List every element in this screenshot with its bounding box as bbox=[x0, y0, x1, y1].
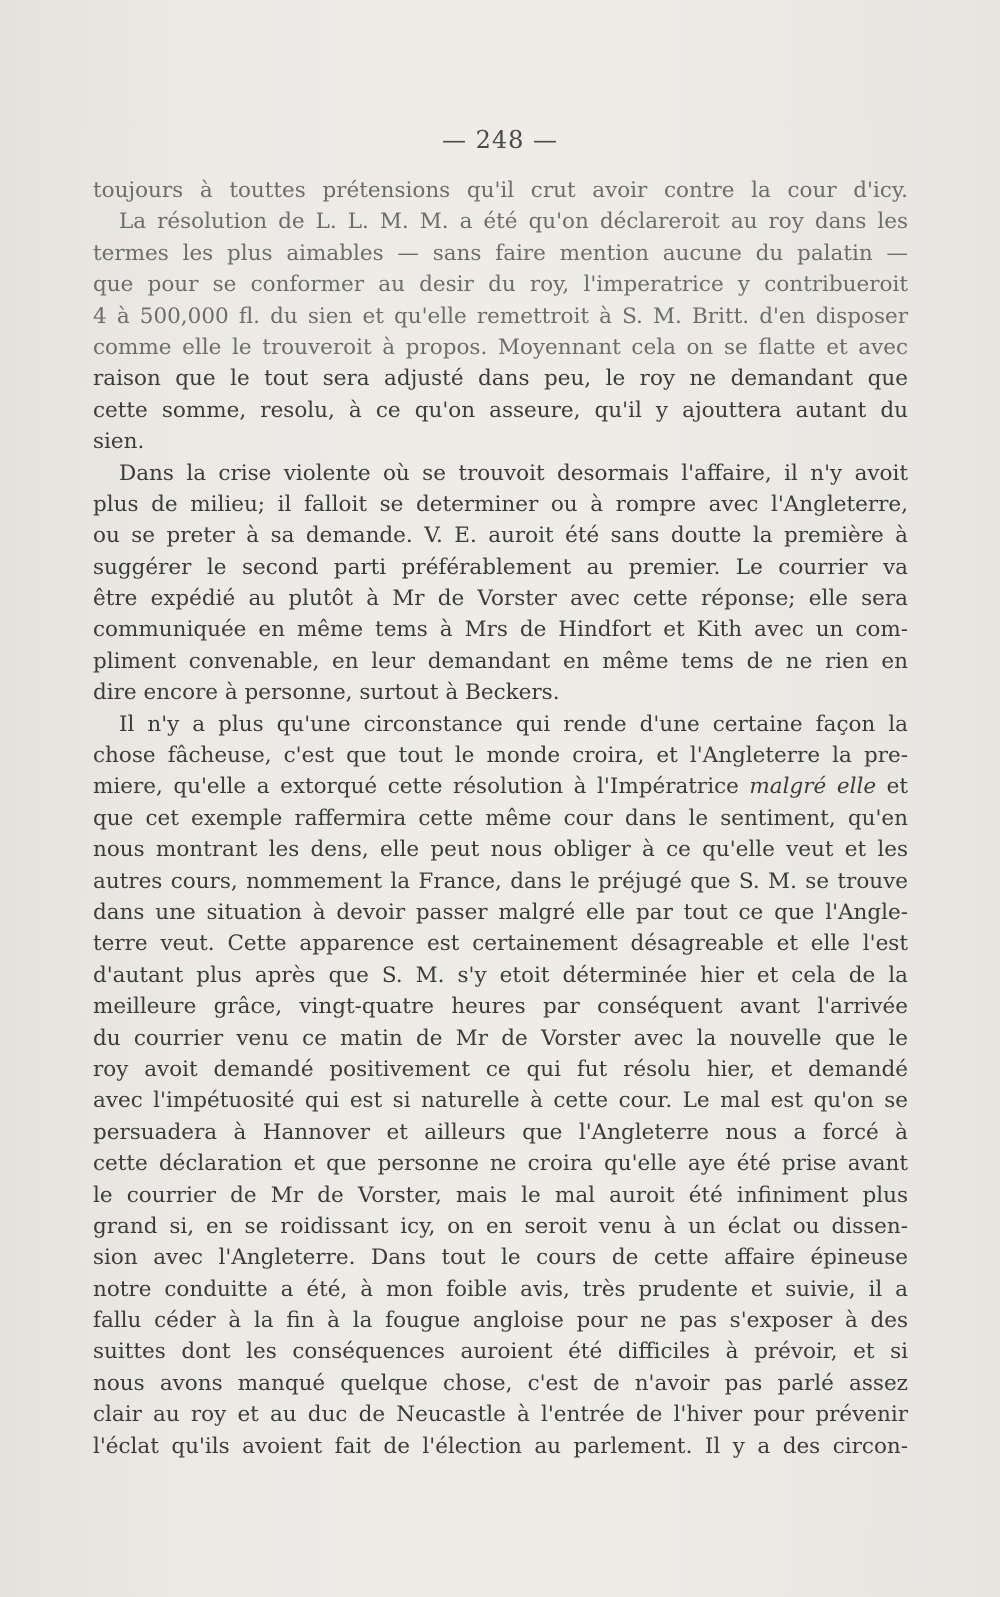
text-line: comme elle le trouveroit à propos. Moyennant cela on se flatte et avec bbox=[93, 334, 908, 360]
text-line: Il n'y a plus qu'une circonstance qui rende d'une certaine façon la bbox=[119, 711, 908, 737]
text-line: grand si, en se roidissant icy, on en seroit venu à un éclat ou dissen- bbox=[93, 1213, 908, 1239]
text-line: terre veut. Cette apparence est certainement désagreable et elle l'est bbox=[93, 931, 908, 957]
text-line: d'autant plus après que S. M. s'y etoit déterminée hier et cela de la bbox=[93, 962, 908, 988]
text-line: communiquée en même tems à Mrs de Hindfort et Kith avec un com- bbox=[93, 617, 908, 643]
text-line: avec l'impétuosité qui est si naturelle à cette cour. Le mal est qu'on se bbox=[93, 1088, 908, 1114]
text-line: chose fâcheuse, c'est que tout le monde croira, et l'Angleterre la pre- bbox=[93, 743, 908, 769]
text-line: termes les plus aimables — sans faire mention aucune du palatin — bbox=[93, 240, 908, 266]
text-line: Dans la crise violente où se trouvoit desormais l'affaire, il n'y avoit bbox=[119, 460, 908, 486]
body-text bbox=[93, 175, 908, 1462]
text-line: 4 à 500,000 fl. du sien et qu'elle remettroit à S. M. Britt. d'en disposer bbox=[93, 303, 908, 329]
text-line: cette somme, resolu, à ce qu'on asseure, qu'il y ajouttera autant du bbox=[93, 397, 908, 423]
text-line: suggérer le second parti préférablement au premier. Le courrier va bbox=[93, 554, 908, 580]
text-line: suittes dont les conséquences auroient été difficiles à prévoir, et si bbox=[93, 1339, 908, 1365]
text-line: clair au roy et au duc de Neucastle à l'entrée de l'hiver pour prévenir bbox=[93, 1402, 908, 1428]
text-line: plus de milieu; il falloit se determiner ou à rompre avec l'Angleterre, bbox=[93, 491, 908, 517]
text-line: dans une situation à devoir passer malgré elle par tout ce que l'Angle- bbox=[93, 899, 908, 925]
page-number: — 248 — bbox=[441, 126, 559, 154]
text-line: nous avons manqué quelque chose, c'est de n'avoir pas parlé assez bbox=[93, 1370, 908, 1396]
text-line: que cet exemple raffermira cette même cour dans le sentiment, qu'en bbox=[93, 805, 908, 831]
text-line: fallu céder à la fin à la fougue angloise pour ne pas s'exposer à des bbox=[93, 1308, 908, 1334]
text-line: dire encore à personne, surtout à Beckers. bbox=[93, 680, 560, 706]
text-line: miere, qu'elle a extorqué cette résolution à l'Impératrice malgré elle et bbox=[93, 774, 908, 800]
text-line: meilleure grâce, vingt-quatre heures par conséquent avant l'arrivée bbox=[93, 994, 908, 1020]
text-line: l'éclat qu'ils avoient fait de l'élection au parlement. Il y a des circon- bbox=[93, 1433, 908, 1459]
text-line: sion avec l'Angleterre. Dans tout le cours de cette affaire épineuse bbox=[93, 1245, 908, 1271]
text-line: du courrier venu ce matin de Mr de Vorster avec la nouvelle que le bbox=[93, 1025, 908, 1051]
text-line: La résolution de L. L. M. M. a été qu'on déclareroit au roy dans les bbox=[119, 209, 908, 235]
text-line: roy avoit demandé positivement ce qui fut résolu hier, et demandé bbox=[93, 1056, 908, 1082]
text-line: ou se preter à sa demande. V. E. auroit été sans doutte la première à bbox=[93, 523, 908, 549]
text-line: être expédié au plutôt à Mr de Vorster avec cette réponse; elle sera bbox=[93, 586, 908, 612]
text-line: notre conduitte a été, à mon foible avis, très prudente et suivie, il a bbox=[93, 1276, 908, 1302]
text-line: nous montrant les dens, elle peut nous obliger à ce qu'elle veut et les bbox=[93, 837, 908, 863]
text-line: cette déclaration et que personne ne croira qu'elle aye été prise avant bbox=[93, 1151, 908, 1177]
text-line: raison que le tout sera adjusté dans peu, le roy ne demandant que bbox=[93, 366, 908, 392]
text-line: que pour se conformer au desir du roy, l'imperatrice y contribueroit bbox=[93, 272, 908, 298]
text-line: persuadera à Hannover et ailleurs que l'Angleterre nous a forcé à bbox=[93, 1119, 908, 1145]
text-line: pliment convenable, en leur demandant en même tems de ne rien en bbox=[93, 648, 908, 674]
text-line: autres cours, nommement la France, dans le préjugé que S. M. se trouve bbox=[93, 868, 908, 894]
text-line: toujours à touttes prétensions qu'il crut avoir contre la cour d'icy. bbox=[93, 178, 908, 203]
text-line: le courrier de Mr de Vorster, mais le mal auroit été infiniment plus bbox=[93, 1182, 908, 1208]
text-line: sien. bbox=[93, 429, 145, 455]
